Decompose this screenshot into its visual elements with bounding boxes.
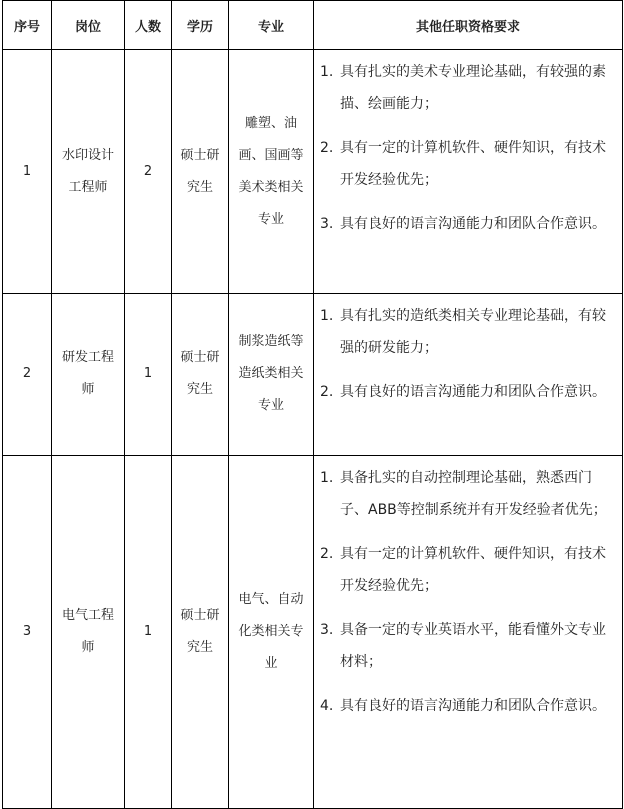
requirement-item — [320, 300, 618, 364]
cell-education: 硕士研究生 — [172, 294, 229, 455]
table-row — [3, 50, 623, 294]
cell-major: 电气、自动化类相关专业 — [229, 455, 314, 808]
requirement-number: 3. — [320, 621, 334, 638]
requirement-number: 2. — [320, 545, 334, 562]
requirement-text: 具有一定的计算机软件、硬件知识，有技术开发经验优先； — [340, 140, 606, 188]
header-count: 人数 — [125, 1, 172, 50]
cell-count: 1 — [125, 294, 172, 455]
requirement-number: 1. — [320, 469, 334, 486]
requirement-item — [320, 376, 618, 408]
requirements-list — [320, 56, 618, 240]
requirement-number: 2. — [320, 140, 334, 156]
cell-education: 硕士研究生 — [172, 455, 229, 808]
requirement-text: 具有良好的语言沟通能力和团队合作意识。 — [340, 216, 606, 232]
cell-education: 硕士研究生 — [172, 50, 229, 294]
requirement-number: 4. — [320, 697, 334, 714]
requirement-text: 具有良好的语言沟通能力和团队合作意识。 — [340, 697, 606, 714]
requirement-item — [320, 56, 618, 120]
requirement-number: 3. — [320, 216, 334, 232]
header-major: 专业 — [229, 1, 314, 50]
requirement-text: 具有一定的计算机软件、硬件知识，有技术开发经验优先； — [340, 545, 606, 594]
requirements-list — [320, 462, 618, 722]
table-header-row — [3, 1, 623, 50]
table-row — [3, 294, 623, 455]
requirement-item — [320, 208, 618, 240]
cell-no: 2 — [3, 294, 52, 455]
cell-position: 研发工程师 — [52, 294, 125, 455]
requirement-item — [320, 538, 618, 602]
cell-major: 制浆造纸等造纸类相关专业 — [229, 294, 314, 455]
requirement-number: 2. — [320, 384, 334, 401]
requirements-list — [320, 300, 618, 408]
requirement-item — [320, 462, 618, 526]
requirement-item — [320, 690, 618, 722]
cell-requirements — [314, 294, 623, 455]
requirement-text: 具有良好的语言沟通能力和团队合作意识。 — [340, 384, 606, 401]
cell-no: 1 — [3, 50, 52, 294]
header-requirements: 其他任职资格要求 — [314, 1, 623, 50]
cell-count: 2 — [125, 50, 172, 294]
requirement-text: 具有扎实的造纸类相关专业理论基础，有较强的研发能力； — [340, 308, 606, 357]
requirement-text: 具备扎实的自动控制理论基础，熟悉西门子、ABB等控制系统并有开发经验者优先； — [340, 469, 607, 518]
table-row — [3, 455, 623, 808]
cell-no: 3 — [3, 455, 52, 808]
requirement-number: 1. — [320, 308, 334, 325]
requirement-number: 1. — [320, 64, 334, 80]
cell-major: 雕塑、油画、国画等美术类相关专业 — [229, 50, 314, 294]
requirement-item — [320, 132, 618, 196]
requirement-text: 具备一定的专业英语水平，能看懂外文专业材料； — [340, 621, 606, 670]
cell-count: 1 — [125, 455, 172, 808]
header-no: 序号 — [3, 1, 52, 50]
cell-requirements — [314, 455, 623, 808]
requirement-item — [320, 614, 618, 678]
header-education: 学历 — [172, 1, 229, 50]
cell-position: 电气工程师 — [52, 455, 125, 808]
requirement-text: 具有扎实的美术专业理论基础，有较强的素描、绘画能力； — [340, 64, 606, 112]
cell-position: 水印设计工程师 — [52, 50, 125, 294]
header-position: 岗位 — [52, 1, 125, 50]
recruitment-table — [2, 0, 623, 809]
cell-requirements — [314, 50, 623, 294]
